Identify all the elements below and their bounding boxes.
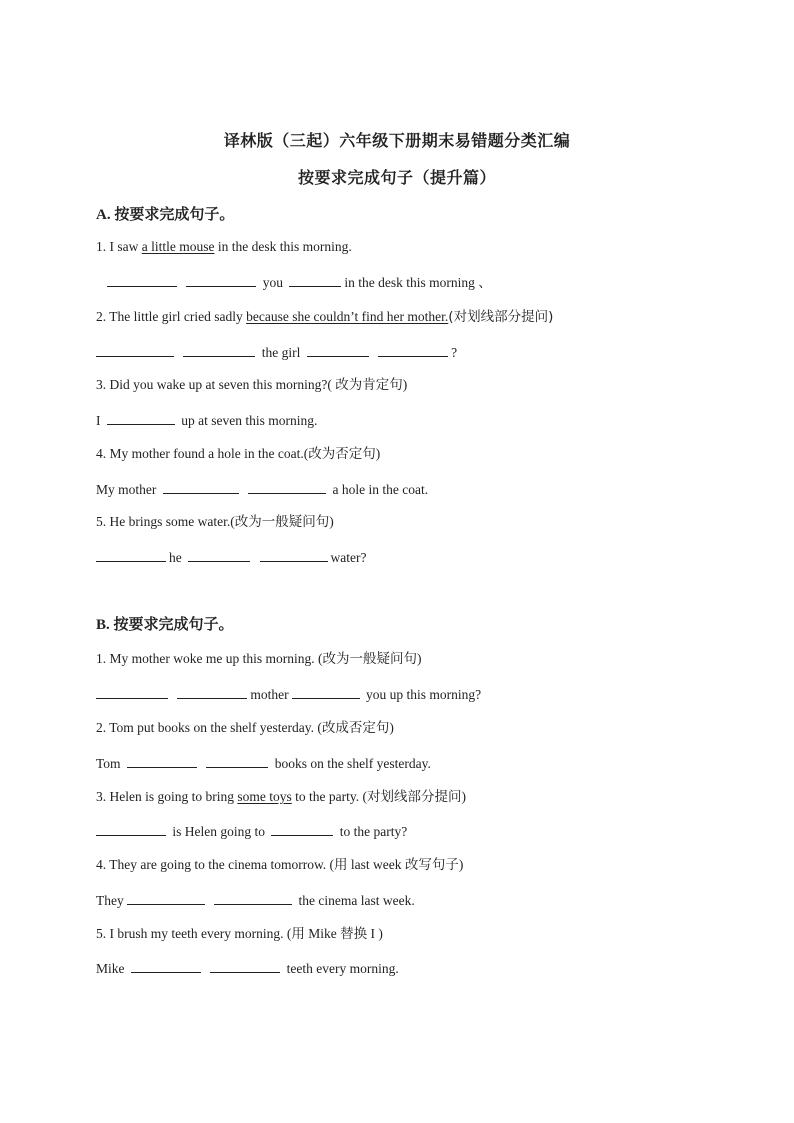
a-text: you [262, 275, 283, 290]
answer-blank[interactable] [260, 547, 328, 562]
answer-blank[interactable] [271, 821, 333, 836]
section-a-answer-3 [96, 410, 317, 431]
underlined-phrase: because she couldn’t find her mother. [246, 309, 449, 324]
q-text: 1. My mother woke me up this morning. (改为一般疑问句) [96, 651, 422, 666]
q-instruction: (对划线部分提问) [448, 309, 554, 325]
answer-blank[interactable] [292, 684, 360, 699]
answer-blank[interactable] [131, 958, 201, 973]
page-subtitle: 按要求完成句子（提升篇） [297, 170, 496, 187]
underlined-phrase: some toys [237, 789, 292, 804]
answer-blank[interactable] [96, 684, 168, 699]
answer-blank[interactable] [96, 342, 174, 357]
answer-blank[interactable] [289, 272, 341, 287]
section-b-heading: B. 按要求完成句子。 [96, 617, 234, 633]
a-text: Tom [96, 756, 121, 771]
section-b-question-4 [96, 855, 463, 875]
a-text: up at seven this morning. [181, 413, 318, 428]
answer-blank[interactable] [186, 272, 256, 287]
section-b-answer-4 [96, 890, 415, 911]
section-b-question-3 [96, 787, 466, 807]
section-a-answer-1 [104, 272, 492, 293]
answer-blank[interactable] [163, 479, 239, 494]
section-a-question-1 [96, 237, 352, 257]
a-text: Mike [96, 961, 125, 976]
answer-blank[interactable] [248, 479, 326, 494]
answer-blank[interactable] [206, 753, 268, 768]
section-b-answer-2 [96, 753, 431, 774]
answer-blank[interactable] [183, 342, 255, 357]
q-text: 5. He brings some water.(改为一般疑问句) [96, 514, 334, 529]
a-text: a hole in the coat. [332, 482, 429, 497]
answer-blank[interactable] [107, 272, 177, 287]
answer-blank[interactable] [378, 342, 448, 357]
answer-blank[interactable] [107, 410, 175, 425]
a-text: They [96, 893, 124, 908]
section-a-answer-4 [96, 479, 428, 500]
q-text: 4. They are going to the cinema tomorrow. (用 last week 改写句子) [96, 857, 464, 872]
a-text: ? [451, 345, 458, 360]
a-text: water? [330, 550, 367, 565]
section-a-answer-2 [96, 342, 457, 363]
q-text: to the party. (对划线部分提问) [295, 789, 466, 804]
a-text: teeth every morning. [286, 961, 399, 976]
section-b-answer-3 [96, 821, 407, 842]
q-text: 4. My mother found a hole in the coat.(改为否定句) [96, 446, 381, 461]
a-text: he [169, 550, 182, 565]
answer-blank[interactable] [127, 753, 197, 768]
a-text: the cinema last week. [298, 893, 415, 908]
q-text: 2. The little girl cried sadly [96, 309, 243, 324]
a-text: the girl [261, 345, 301, 360]
q-text: in the desk this morning. [217, 239, 352, 254]
section-b-question-1 [96, 649, 421, 669]
a-text: to the party? [339, 824, 408, 839]
page-title: 译林版（三起）六年级下册期末易错题分类汇编 [223, 133, 571, 150]
q-text: 2. Tom put books on the shelf yesterday. (改成否定句) [96, 720, 394, 735]
a-text: mother [250, 687, 289, 702]
section-a-answer-5 [96, 547, 366, 568]
answer-blank[interactable] [214, 890, 292, 905]
section-a-question-5 [96, 512, 334, 532]
answer-blank[interactable] [96, 547, 166, 562]
q-text: 3. Helen is going to bring [96, 789, 234, 804]
section-b-question-2 [96, 718, 394, 738]
section-a-question-3 [96, 375, 407, 395]
q-text: 5. I brush my teeth every morning. (用 Mike 替换 I ) [96, 926, 383, 941]
underlined-phrase: a little mouse [141, 239, 215, 254]
a-text: in the desk this morning 、 [344, 275, 492, 290]
section-b-answer-1 [96, 684, 481, 705]
a-text: is Helen going to [172, 824, 265, 839]
a-text: My mother [96, 482, 157, 497]
answer-blank[interactable] [177, 684, 247, 699]
answer-blank[interactable] [210, 958, 280, 973]
answer-blank[interactable] [96, 821, 166, 836]
section-b-question-5 [96, 924, 383, 944]
a-text: I [96, 413, 101, 428]
section-a-question-4 [96, 444, 380, 464]
a-text: books on the shelf yesterday. [274, 756, 431, 771]
q-text: 1. I saw [96, 239, 139, 254]
section-a-heading: A. 按要求完成句子。 [96, 207, 235, 223]
a-text: you up this morning? [366, 687, 482, 702]
answer-blank[interactable] [127, 890, 205, 905]
section-b-answer-5 [96, 958, 399, 979]
q-text: 3. Did you wake up at seven this morning?( 改为肯定句) [96, 377, 408, 392]
answer-blank[interactable] [307, 342, 369, 357]
answer-blank[interactable] [188, 547, 250, 562]
section-a-question-2 [96, 307, 553, 327]
